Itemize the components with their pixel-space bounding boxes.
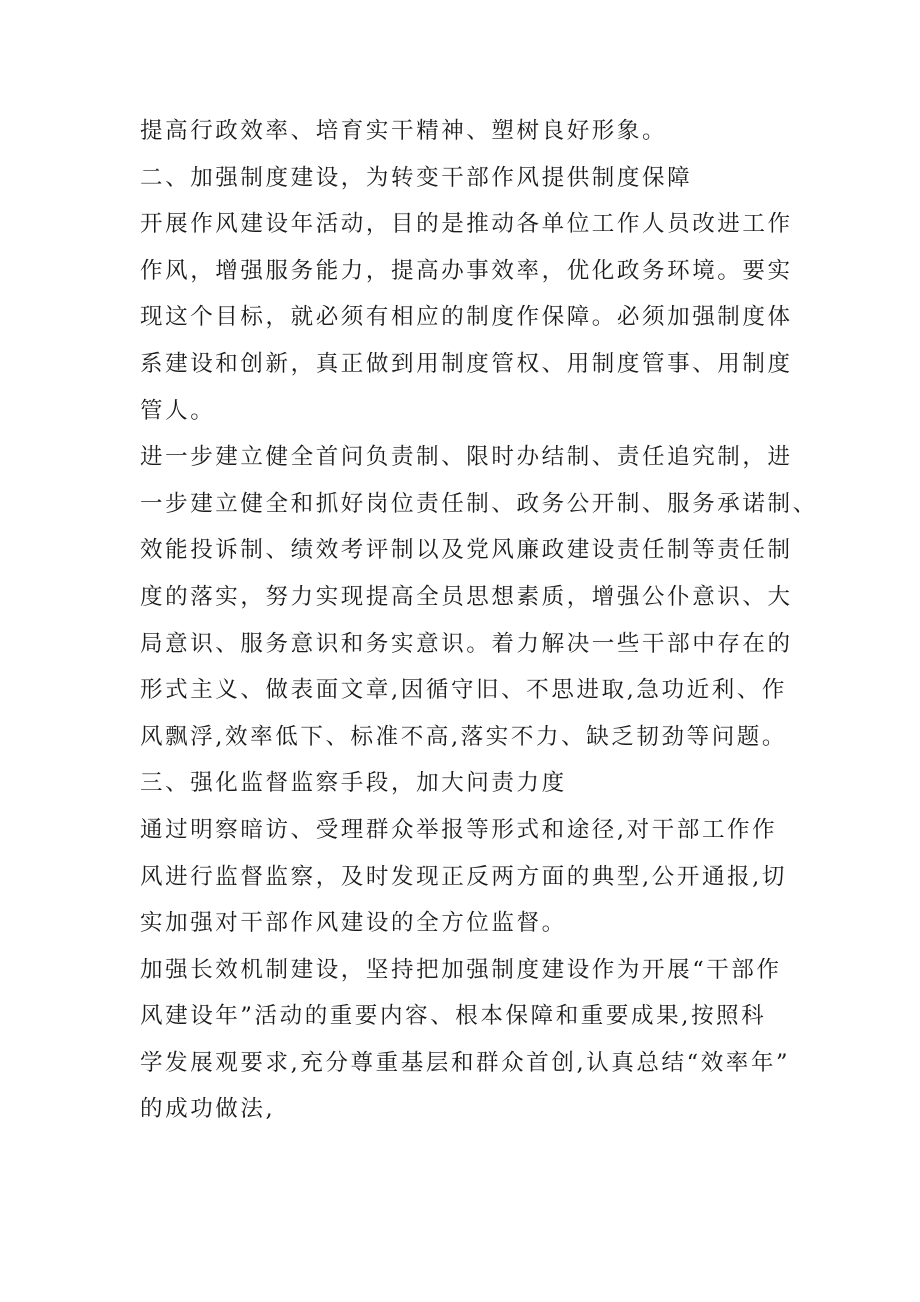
text-line-19: 加强长效机制建设，坚持把加强制度建设作为开展“干部作 — [140, 956, 782, 983]
text-line-9: 一步建立健全和抓好岗位责任制、政务公开制、服务承诺制、 — [140, 490, 818, 517]
text-line-1: 提高行政效率、培育实干精神、塑树良好形象。 — [140, 118, 668, 144]
text-line-18: 实加强对干部作风建设的全方位监督。 — [140, 910, 567, 937]
text-line-7: 管人。 — [140, 397, 216, 424]
document-body — [140, 108, 818, 1133]
text-line-14: 风飘浮,效率低下、标准不高,落实不力、缺乏韧劲等问题。 — [140, 723, 788, 750]
text-line-10: 效能投诉制、绩效考评制以及党风廉政建设责任制等责任制 — [140, 537, 793, 564]
text-line-17: 风进行监督监察，及时发现正反两方面的典型,公开通报,切 — [140, 863, 788, 890]
text-line-20: 风建设年”活动的重要内容、根本保障和重要成果,按照科 — [140, 1003, 767, 1030]
text-line-3: 开展作风建设年活动，目的是推动各单位工作人员改进工作 — [140, 211, 793, 238]
text-line-13: 形式主义、做表面文章,因循守旧、不思进取,急功近利、作 — [140, 677, 788, 704]
text-line-12: 局意识、服务意识和务实意识。着力解决一些干部中存在的 — [140, 630, 793, 657]
section-heading-3: 三、强化监督监察手段，加大问责力度 — [140, 770, 567, 797]
text-line-6: 系建设和创新，真正做到用制度管权、用制度管事、用制度 — [140, 350, 793, 377]
text-line-4: 作风，增强服务能力，提高办事效率，优化政务环境。要实 — [140, 257, 793, 284]
text-line-11: 度的落实，努力实现提高全员思想素质，增强公仆意识、大 — [140, 583, 793, 610]
section-heading-2: 二、加强制度建设，为转变干部作风提供制度保障 — [140, 164, 693, 191]
text-line-21: 学发展观要求,充分尊重基层和群众首创,认真总结“效率年” — [140, 1049, 791, 1076]
text-line-5: 现这个目标，就必须有相应的制度作保障。必须加强制度体 — [140, 304, 793, 331]
text-line-16: 通过明察暗访、受理群众举报等形式和途径,对干部工作作 — [140, 816, 778, 843]
text-line-8: 进一步建立健全首问负责制、限时办结制、责任追究制，进 — [140, 444, 793, 471]
text-line-22: 的成功做法, — [140, 1096, 276, 1123]
